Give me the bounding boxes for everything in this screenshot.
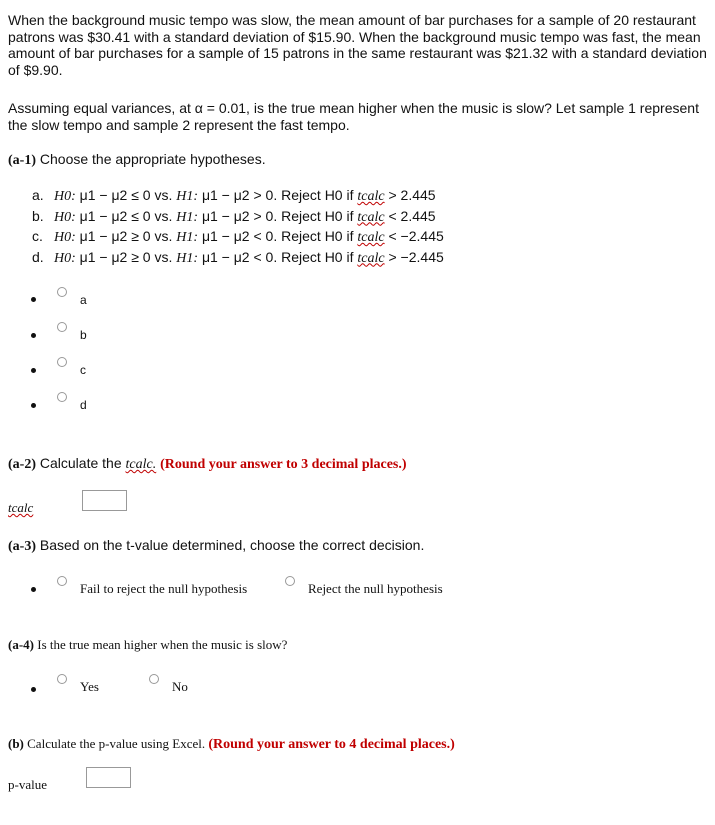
tcalc-input[interactable] (82, 490, 127, 511)
radio-yes[interactable] (57, 674, 67, 684)
problem-intro: When the background music tempo was slow, the mean amount of bar purchases for a sample of 20 restaurant patrons was $30.41 with a standard deviation of $15.90. When the background music tempo was fast, the mean amount of bar purchases for a sample of 15 patrons in the same restaurant was $21.32 with a standard deviation of $9.90. (8, 12, 707, 78)
hypothesis-c: c. H0: μ1 − μ2 ≥ 0 vs. H1: μ1 − μ2 < 0. Reject H0 if tcalc < −2.445 (32, 228, 444, 245)
bullet-icon (31, 687, 36, 692)
radio-fail-to-reject[interactable] (57, 576, 67, 586)
no-label: No (172, 679, 188, 694)
radio-option-c[interactable] (57, 357, 67, 367)
bullet-icon (31, 333, 36, 338)
radio-reject[interactable] (285, 576, 295, 586)
a3-heading: (a-3) Based on the t-value determined, choose the correct decision. (8, 537, 425, 554)
option-d-label: d (80, 398, 87, 412)
radio-no[interactable] (149, 674, 159, 684)
bullet-icon (31, 297, 36, 302)
a4-heading: (a-4) Is the true mean higher when the music is slow? (8, 637, 288, 652)
reject-label: Reject the null hypothesis (308, 581, 443, 596)
radio-option-d[interactable] (57, 392, 67, 402)
option-a-label: a (80, 293, 87, 307)
p-value-input[interactable] (86, 767, 131, 788)
radio-option-b[interactable] (57, 322, 67, 332)
bullet-icon (31, 587, 36, 592)
a2-heading: (a-2) Calculate the tcalc. (Round your answer to 3 decimal places.) (8, 455, 407, 472)
bullet-icon (31, 403, 36, 408)
problem-assumption: Assuming equal variances, at α = 0.01, is the true mean higher when the music is slow? Let sample 1 represent the slow tempo and sample 2 represent the fast tempo. (8, 100, 699, 133)
radio-option-a[interactable] (57, 287, 67, 297)
hypothesis-b: b. H0: μ1 − μ2 ≤ 0 vs. H1: μ1 − μ2 > 0. Reject H0 if tcalc < 2.445 (32, 207, 436, 225)
bullet-icon (31, 368, 36, 373)
hypothesis-d: d. H0: μ1 − μ2 ≥ 0 vs. H1: μ1 − μ2 < 0. Reject H0 if tcalc > −2.445 (32, 248, 444, 266)
option-b-label: b (80, 328, 87, 342)
tcalc-input-label: tcalc (8, 500, 34, 515)
hypothesis-a: a. H0: μ1 − μ2 ≤ 0 vs. H1: μ1 − μ2 > 0. Reject H0 if tcalc > 2.445 (32, 187, 436, 204)
b-heading: (b) Calculate the p-value using Excel. (Round your answer to 4 decimal places.) (8, 736, 455, 752)
hypothesis-list (32, 186, 444, 268)
option-c-label: c (80, 363, 86, 377)
fail-to-reject-label: Fail to reject the null hypothesis (80, 581, 248, 596)
yes-label: Yes (80, 679, 99, 694)
p-value-label: p-value (8, 777, 47, 792)
a1-heading: (a-1) Choose the appropriate hypotheses. (8, 151, 266, 168)
